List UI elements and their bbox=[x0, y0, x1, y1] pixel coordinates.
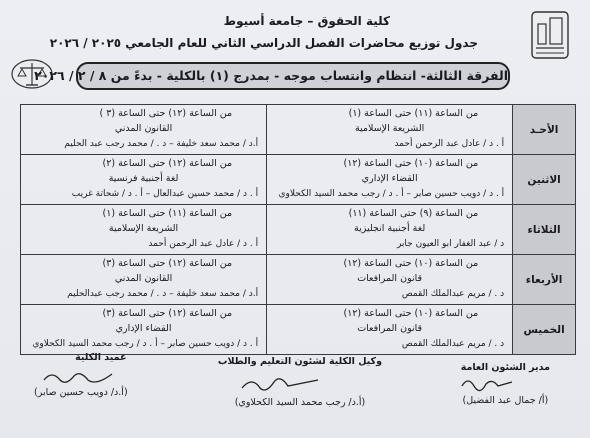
slot-professor: أ . د / محمد حسين عبدالعال – أ . د / شحاتة غريب bbox=[71, 189, 259, 199]
slot-time: من الساعة (١٢) حتى الساعة (٣ ) bbox=[99, 108, 233, 119]
slot-time: من الساعة (١١) حتى الساعة (١) bbox=[102, 208, 233, 219]
slot-subject: قانون المرافعات bbox=[357, 273, 423, 284]
slot-professor: أ.د / محمد سعد خليفة – د . / محمد رجب عبد الحليم bbox=[64, 139, 259, 149]
slot-time: من الساعة (١٠) حتى الساعة (١٢) bbox=[343, 258, 479, 269]
slot-subject: لغة أجنبية انجليزية bbox=[354, 223, 426, 234]
slot-time: من الساعة (١٢) حتى الساعة (٢) bbox=[102, 158, 233, 169]
lecture-slot bbox=[21, 105, 267, 155]
signature-name: (أ.د/ رجب محمد السيد الكحلاوي) bbox=[234, 397, 366, 408]
table-row bbox=[21, 105, 576, 155]
day-cell: الاثنين bbox=[513, 155, 576, 205]
faculty-title: كلية الحقوق – جامعة أسيوط bbox=[223, 14, 390, 28]
slot-subject: القانون المدني bbox=[114, 273, 173, 284]
slot-professor: أ . د / دويب حسين صابر – أ . د / رجب محمد السيد الكحلاوي bbox=[278, 189, 505, 199]
day-cell: الخميس bbox=[513, 305, 576, 355]
table-row bbox=[21, 205, 576, 255]
lecture-schedule-table bbox=[20, 104, 576, 355]
slot-professor: د . / مريم عبدالملك القمص bbox=[401, 289, 505, 299]
lecture-slot bbox=[267, 155, 513, 205]
slot-subject: قانون المرافعات bbox=[357, 323, 423, 334]
signature-title: مدير الشئون العامة bbox=[460, 362, 550, 373]
slot-time: من الساعة (١٠) حتى الساعة (١٢) bbox=[343, 308, 479, 319]
slot-professor: أ . د / عادل عبد الرحمن أحمد bbox=[394, 139, 505, 149]
lecture-slot bbox=[21, 255, 267, 305]
day-cell: الأحـد bbox=[513, 105, 576, 155]
lecture-slot bbox=[21, 155, 267, 205]
slot-time: من الساعة (١٢) حتى الساعة (٣) bbox=[102, 258, 233, 269]
signature-name: (أ/ جمال عبد الفضيل) bbox=[462, 395, 549, 406]
slot-professor: أ . د / عادل عبد الرحمن أحمد bbox=[148, 239, 259, 249]
signature-name: (أ.د/ دويب حسين صابر) bbox=[34, 387, 128, 398]
schedule-title: جدول توزيع محاضرات الفصل الدراسي الثاني للعام الجامعي ٢٠٢٥ / ٢٠٢٦ bbox=[49, 36, 478, 50]
slot-subject: الشريعة الإسلامية bbox=[354, 123, 425, 134]
slot-subject: القانون المدني bbox=[114, 123, 173, 134]
slot-time: من الساعة (١٢) حتى الساعة (٣) bbox=[102, 308, 233, 319]
slot-subject: القضاء الإداري bbox=[361, 173, 418, 184]
handwritten-signature-icon bbox=[238, 372, 322, 398]
lecture-slot bbox=[21, 205, 267, 255]
slot-subject: الشريعة الإسلامية bbox=[108, 223, 179, 234]
slot-time: من الساعة (١١) حتى الساعة (١) bbox=[348, 108, 479, 119]
signature-title: عميد الكلية bbox=[75, 352, 127, 363]
lecture-slot bbox=[267, 305, 513, 355]
day-cell: الأربعاء bbox=[513, 255, 576, 305]
lecture-slot bbox=[267, 105, 513, 155]
university-logo-icon bbox=[530, 10, 570, 60]
table-row bbox=[21, 305, 576, 355]
day-cell: الثلاثاء bbox=[513, 205, 576, 255]
slot-subject: القضاء الإداري bbox=[115, 323, 172, 334]
slot-subject: لغة أجنبية فرنسية bbox=[108, 173, 179, 184]
table-row bbox=[21, 155, 576, 205]
slot-professor: أ.د / محمد سعد خليفة – د . / محمد رجب عبدالحليم bbox=[67, 289, 259, 299]
class-banner: الفرقة الثالثة- انتظام وانتساب موجه - بمدرج (١) بالكلية - بدءً من ٨ / ٢ / ٢٠٢٦ bbox=[76, 62, 510, 90]
slot-time: من الساعة (٩) حتى الساعة (١١) bbox=[348, 208, 479, 219]
table-row bbox=[21, 255, 576, 305]
lecture-slot bbox=[267, 255, 513, 305]
handwritten-signature-icon bbox=[40, 368, 116, 390]
slot-professor: د / عبد الغفار ابو العيون جابر bbox=[396, 239, 505, 249]
slot-time: من الساعة (١٠) حتى الساعة (١٢) bbox=[343, 158, 479, 169]
slot-professor: أ . د / دويب حسين صابر – أ . د / رجب محمد السيد الكحلاوي bbox=[32, 339, 259, 349]
lecture-slot bbox=[267, 205, 513, 255]
handwritten-signature-icon bbox=[458, 372, 518, 394]
lecture-slot bbox=[21, 305, 267, 355]
signature-title: وكيل الكلية لشئون التعليم والطلاب bbox=[217, 356, 382, 367]
slot-professor: د . / مريم عبدالملك القمص bbox=[401, 339, 505, 349]
